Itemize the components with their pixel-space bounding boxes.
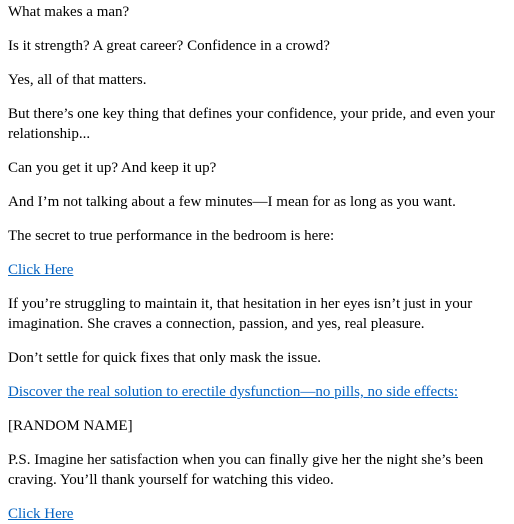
text-line: But there’s one key thing that defines your confidence, your pride, and even your relationship... [8, 106, 495, 142]
postscript: P.S. Imagine her satisfaction when you can finally give her the night she’s been craving. You’ll thank yourself for watching this video. [8, 452, 484, 488]
text-line: Yes, all of that matters. [8, 72, 147, 88]
discover-solution-link[interactable]: Discover the real solution to erectile dysfunction—no pills, no side effects: [8, 384, 459, 400]
click-here-link[interactable]: Click Here [8, 506, 74, 522]
text-line: Is it strength? A great career? Confidence in a crowd? [8, 38, 330, 54]
text-line: And I’m not talking about a few minutes—I mean for as long as you want. [8, 194, 456, 210]
click-here-link[interactable]: Click Here [8, 262, 74, 278]
text-line: Can you get it up? And keep it up? [8, 160, 217, 176]
text-line: Don’t settle for quick fixes that only mask the issue. [8, 350, 322, 366]
text-line: If you’re struggling to maintain it, that hesitation in her eyes isn’t just in your imagination. She craves a connection, passion, and yes, real pleasure. [8, 296, 473, 332]
text-line: The secret to true performance in the bedroom is here: [8, 228, 335, 244]
text-line: What makes a man? [8, 4, 130, 20]
signature-name: [RANDOM NAME] [8, 418, 133, 434]
